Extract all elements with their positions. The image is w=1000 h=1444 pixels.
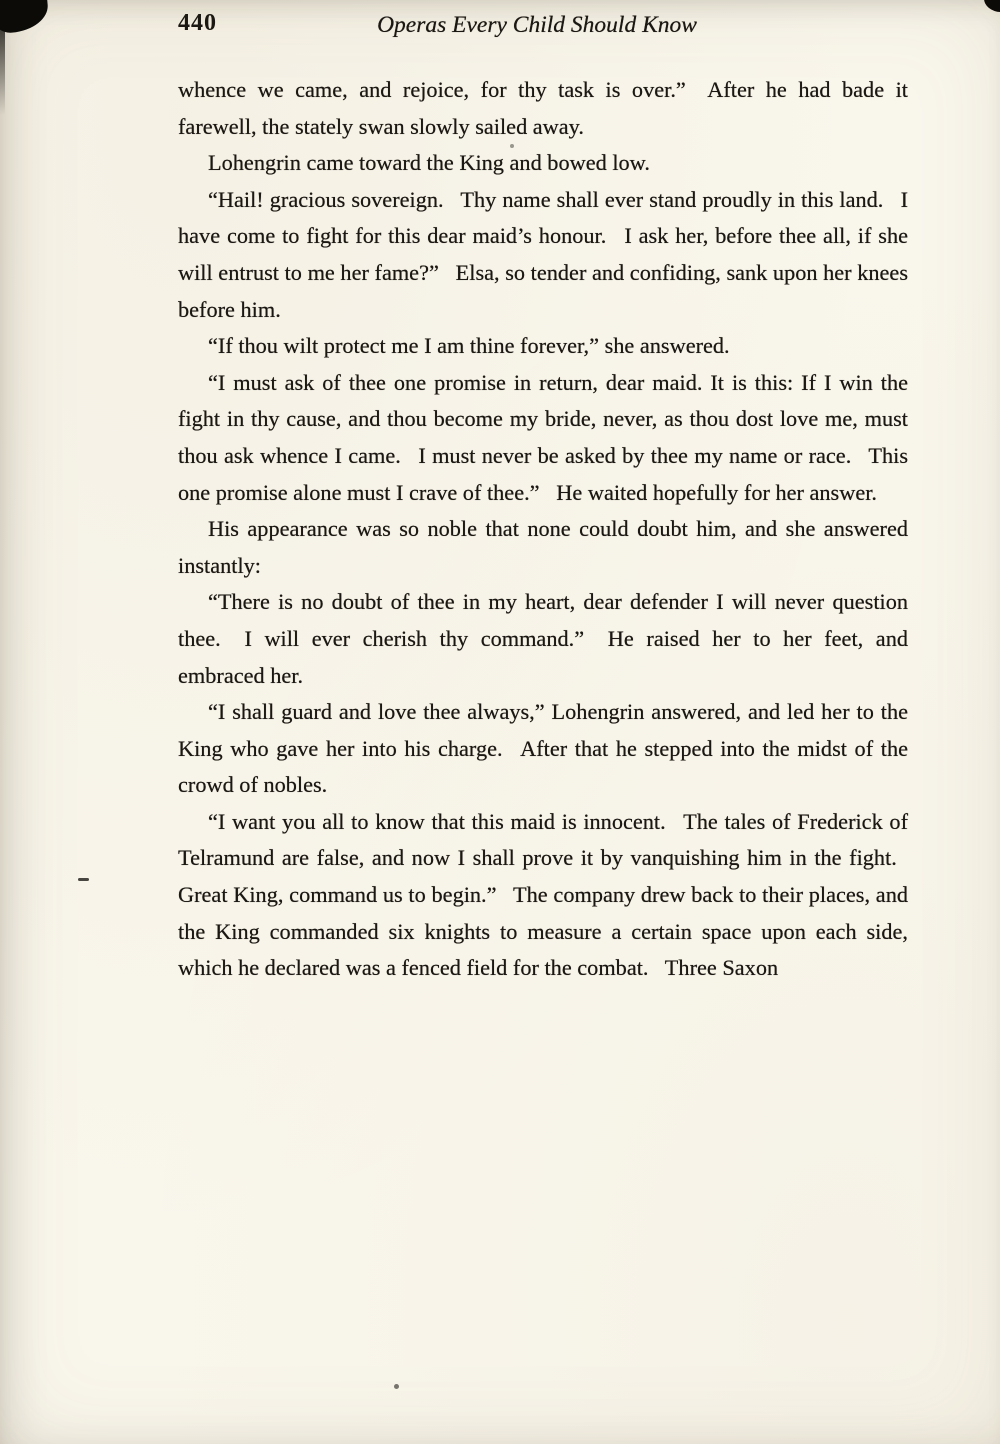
ink-speck (510, 144, 514, 148)
running-title: Operas Every Child Should Know (377, 12, 697, 38)
page-number: 440 (178, 10, 217, 36)
paragraph: “If thou wilt protect me I am thine forever,” she answered. (208, 333, 730, 359)
page-content (178, 0, 908, 987)
scan-streak-left-edge (0, 0, 5, 115)
paragraph: Lohengrin came toward the King and bowed low. (208, 150, 650, 176)
body-text (178, 72, 908, 987)
paragraph: “I shall guard and love thee always,” Lohengrin answered, and led her to the King who gave her into his charge. After that he stepped into the midst of the crowd of nobles. (178, 699, 908, 798)
ink-blot-top-left (0, 0, 50, 34)
paragraph: “I want you all to know that this maid is innocent. The tales of Frederick of Telramund are false, and now I shall prove it by vanquishing him in the fight. Great King, command us to begin.” The company drew back to their places, and the King commanded six knights to measure a certain space upon each side, which he declared was a fenced field for the combat. Three Saxon (178, 808, 908, 981)
paragraph: His appearance was so noble that none could doubt him, and she answered instantly: (178, 516, 908, 578)
ink-speck (78, 878, 89, 881)
ink-speck (394, 1384, 399, 1389)
ink-blot-top-right (984, 0, 1000, 12)
paragraph: “There is no doubt of thee in my heart, dear defender I will never question thee. I will ever cherish thy command.” He raised her to her feet, and embraced her. (178, 589, 908, 688)
paragraph: “I must ask of thee one promise in return, dear maid. It is this: If I win the fight in thy cause, and thou become my bride, never, as thou dost love me, must thou ask whence I came. I must never be asked by thee my name or race. This one promise alone must I crave of thee.” He waited hopefully for her answer. (178, 369, 908, 505)
paragraph: “Hail! gracious sovereign. Thy name shall ever stand proudly in this land. I have come to fight for this dear maid’s honour. I ask her, before thee all, if she will entrust to me her fame?” Elsa, so tender and confiding, sank upon her knees before him. (178, 186, 908, 322)
paragraph: whence we came, and rejoice, for thy task is over.” After he had bade it farewell, the stately swan slowly sailed away. (178, 77, 908, 139)
page-header (178, 0, 908, 44)
